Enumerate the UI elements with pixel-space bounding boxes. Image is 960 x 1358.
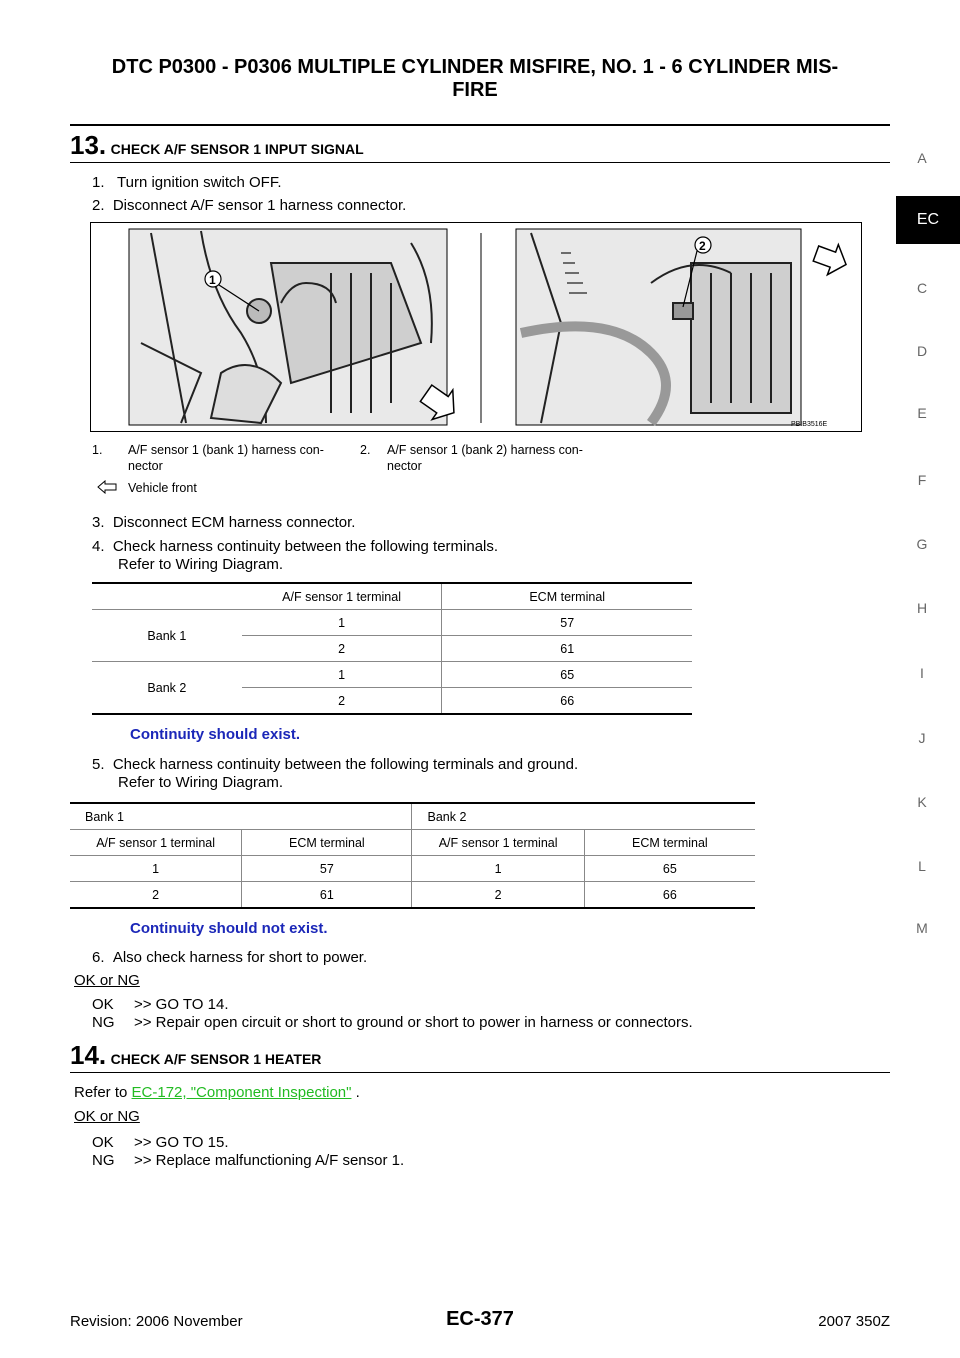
table-cell: 57	[442, 610, 692, 636]
step-13-ok-action: >> GO TO 14.	[134, 996, 229, 1013]
side-index-l[interactable]: L	[918, 858, 926, 874]
step-14-refer-prefix: Refer to	[74, 1084, 132, 1101]
step-14-title: CHECK A/F SENSOR 1 HEATER	[110, 1051, 322, 1067]
table-group-header: Bank 1	[85, 809, 124, 824]
step-14-ng-action: >> Replace malfunctioning A/F sensor 1.	[134, 1152, 405, 1169]
table-cell: 2	[242, 688, 442, 715]
side-index-ec-active[interactable]: EC	[896, 196, 960, 244]
table-header: A/F sensor 1 terminal	[70, 830, 242, 856]
table-cell: 66	[584, 882, 755, 909]
table-header: A/F sensor 1 terminal	[412, 830, 584, 856]
step-13-rule	[70, 162, 890, 163]
table-header: ECM terminal	[584, 830, 755, 856]
callout-1-label: 1	[209, 273, 216, 287]
side-index-m[interactable]: M	[916, 920, 928, 936]
table-cell: 2	[242, 636, 442, 662]
step-13-item-4: 4. Check harness continuity between the following terminals.	[92, 538, 499, 555]
continuity-table-1	[92, 582, 692, 715]
step-13-item-4-ref: Refer to Wiring Diagram.	[118, 556, 284, 573]
legend-2-text: A/F sensor 1 (bank 2) harness con- nector	[387, 443, 583, 473]
step-14-ng-label: NG	[92, 1152, 115, 1169]
figure-code: PBIB3516E	[791, 421, 828, 428]
side-index-f[interactable]: F	[917, 472, 927, 488]
engine-bay-illustration	[91, 223, 861, 431]
table-header: ECM terminal	[442, 583, 692, 610]
step-13-title: CHECK A/F SENSOR 1 INPUT SIGNAL	[110, 141, 364, 157]
step-14-heading	[70, 1040, 321, 1071]
table-cell: 1	[242, 662, 442, 688]
side-index-g[interactable]: G	[916, 536, 928, 552]
page-title: DTC P0300 - P0306 MULTIPLE CYLINDER MISFIRE, NO. 1 - 6 CYLINDER MIS- FIRE	[111, 56, 839, 101]
step-14-refer	[74, 1084, 360, 1102]
table-cell: 61	[442, 636, 692, 662]
table-cell: 66	[442, 688, 692, 715]
step-14-refer-suffix: .	[351, 1084, 360, 1101]
engine-bay-photo	[90, 222, 862, 432]
table-header: ECM terminal	[242, 830, 412, 856]
table-cell: 2	[412, 882, 584, 909]
step-13-item-2: 2. Disconnect A/F sensor 1 harness connector.	[92, 197, 407, 214]
side-index-h[interactable]: H	[916, 600, 928, 616]
table-cell: 1	[242, 610, 442, 636]
step-14-ok-action: >> GO TO 15.	[134, 1134, 229, 1151]
legend-1-text: A/F sensor 1 (bank 1) harness con- nector	[128, 443, 324, 473]
table-row-label: Bank 2	[92, 662, 242, 715]
table-row	[70, 803, 755, 830]
table-row	[92, 583, 692, 610]
step-13-ng-action: >> Repair open circuit or short to ground or short to power in harness or connectors.	[134, 1014, 693, 1031]
step-13-ok-ng-label: OK or NG	[74, 972, 140, 989]
side-index-c[interactable]: C	[916, 280, 928, 296]
spec-continuity-exist: Continuity should exist.	[130, 726, 301, 743]
step-13-number: 13.	[70, 130, 107, 160]
side-index-e[interactable]: E	[917, 405, 927, 421]
header-rule	[70, 124, 890, 126]
side-index-d[interactable]: D	[916, 343, 928, 359]
spec-continuity-not-exist: Continuity should not exist.	[130, 920, 328, 937]
table-cell	[92, 583, 242, 610]
component-inspection-link[interactable]: EC-172, "Component Inspection"	[131, 1084, 352, 1101]
table-cell: 65	[442, 662, 692, 688]
table-cell: 65	[584, 856, 755, 882]
side-index-i[interactable]: I	[920, 665, 924, 681]
step-14-ok-label: OK	[92, 1134, 114, 1151]
footer-revision: Revision: 2006 November	[70, 1313, 243, 1330]
legend-2-number: 2.	[360, 443, 371, 457]
table-row	[70, 830, 755, 856]
table-cell: 1	[70, 856, 242, 882]
table-cell: 2	[70, 882, 242, 909]
step-13-heading	[70, 130, 364, 161]
step-13-ok-label: OK	[92, 996, 114, 1013]
table-row	[92, 610, 692, 636]
table-row-label: Bank 1	[92, 610, 242, 662]
vehicle-front-arrow-icon	[96, 480, 120, 499]
table-header: A/F sensor 1 terminal	[282, 589, 401, 604]
side-index-j[interactable]: J	[918, 730, 926, 746]
legend-1-number: 1.	[92, 443, 103, 457]
step-13-item-5: 5. Check harness continuity between the following terminals and ground.	[92, 756, 579, 773]
table-row	[70, 882, 755, 909]
table-row	[70, 856, 755, 882]
side-index-a[interactable]: A	[917, 150, 927, 166]
step-14-number: 14.	[70, 1040, 107, 1070]
step-13-item-3: 3. Disconnect ECM harness connector.	[92, 514, 356, 531]
side-index-k[interactable]: K	[917, 794, 927, 810]
legend-3-text: Vehicle front	[128, 481, 197, 495]
table-row	[92, 662, 692, 688]
step-13-item-5-ref: Refer to Wiring Diagram.	[118, 774, 284, 791]
step-14-rule	[70, 1072, 890, 1073]
table-cell: 61	[242, 882, 412, 909]
step-13-item-1: 1. Turn ignition switch OFF.	[92, 174, 282, 191]
step-13-item-6: 6. Also check harness for short to power.	[92, 949, 368, 966]
table-cell: 1	[412, 856, 584, 882]
step-13-ng-label: NG	[92, 1014, 115, 1031]
callout-2-label: 2	[699, 239, 706, 253]
footer-model: 2007 350Z	[818, 1313, 890, 1330]
continuity-table-2	[70, 802, 755, 909]
step-14-ok-ng-label: OK or NG	[74, 1108, 140, 1125]
footer-page-number: EC-377	[446, 1308, 514, 1330]
table-group-header: Bank 2	[412, 803, 755, 830]
table-cell: 57	[242, 856, 412, 882]
